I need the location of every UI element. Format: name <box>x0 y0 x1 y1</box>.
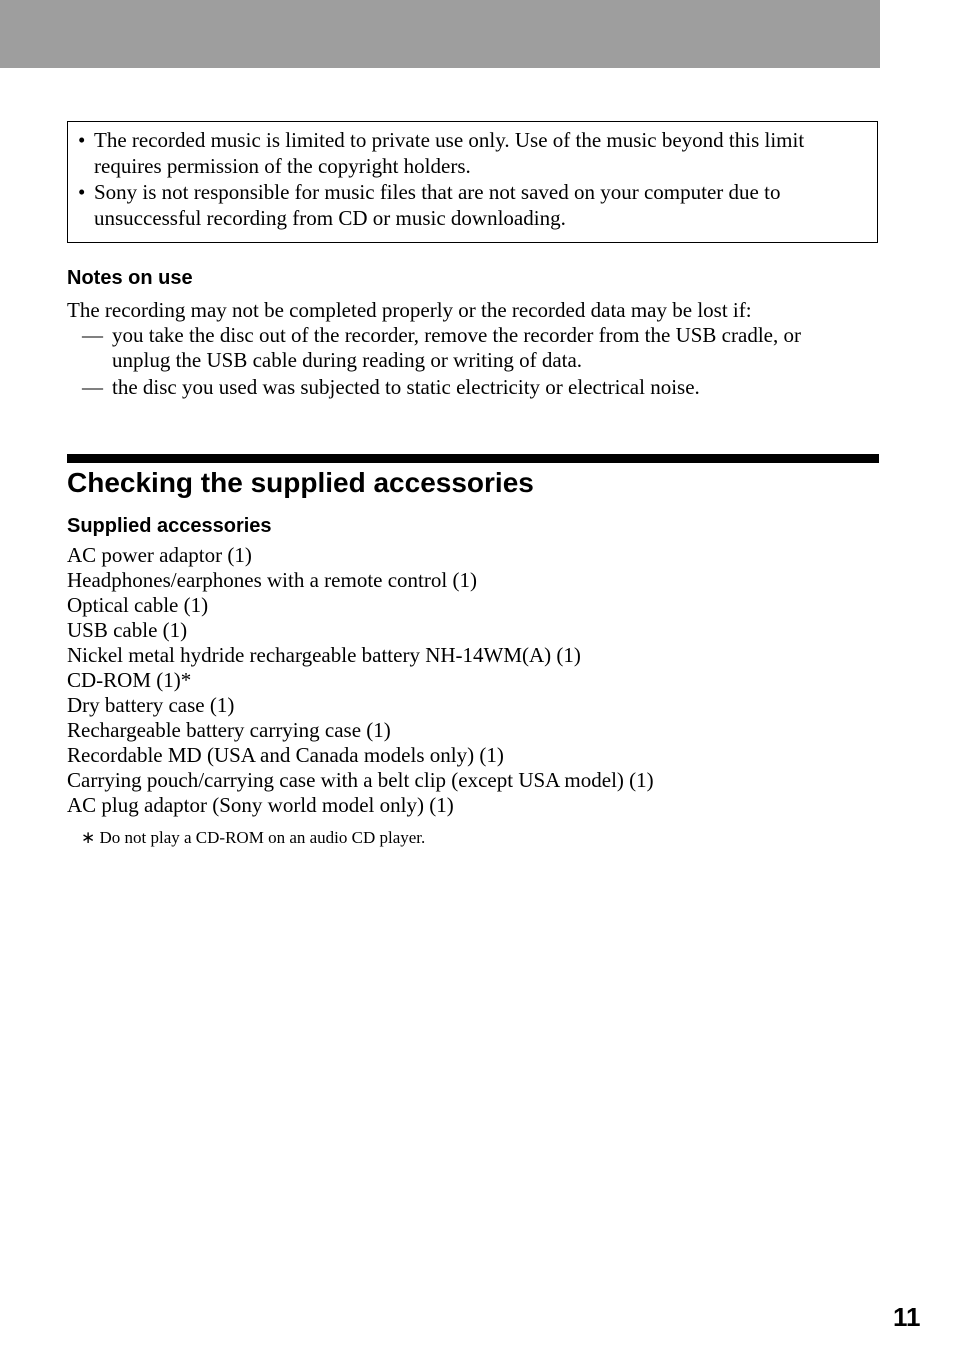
notice-item <box>78 180 865 231</box>
list-item: CD-ROM (1)* <box>67 668 192 692</box>
notes-item-text: you take the disc out of the recorder, remove the recorder from the USB cradle, or unplug the USB cable during reading or writing of data. <box>112 323 801 372</box>
list-item: Optical cable (1) <box>67 593 209 617</box>
page-number: 11 <box>893 1302 921 1332</box>
list-item: Headphones/earphones with a remote control (1) <box>67 568 477 592</box>
notice-text: The recorded music is limited to private use only. Use of the music beyond this limit requires permission of the copyright holders. <box>94 128 805 178</box>
list-item: AC plug adaptor (Sony world model only) (1) <box>67 793 454 817</box>
footnote: ∗ Do not play a CD-ROM on an audio CD player. <box>81 828 426 847</box>
dash: — <box>82 323 103 347</box>
notice-box <box>67 121 878 243</box>
supplied-accessories-heading: Supplied accessories <box>67 515 272 537</box>
dash: — <box>82 375 103 399</box>
notes-intro: The recording may not be completed properly or the recorded data may be lost if: <box>67 298 752 322</box>
list-item: Recordable MD (USA and Canada models only) (1) <box>67 743 504 767</box>
list-item: AC power adaptor (1) <box>67 543 252 567</box>
list-item: USB cable (1) <box>67 618 188 642</box>
notes-item-text: the disc you used was subjected to static electricity or electrical noise. <box>112 375 700 399</box>
notes-on-use-heading: Notes on use <box>67 267 193 289</box>
notes-item <box>82 375 862 400</box>
header-band <box>0 0 880 68</box>
list-item: Nickel metal hydride rechargeable battery NH-14WM(A) (1) <box>67 643 581 667</box>
notice-text: Sony is not responsible for music files that are not saved on your computer due to unsuccessful recording from CD or music downloading. <box>94 180 781 230</box>
accessories-list <box>67 543 654 818</box>
notes-item <box>82 323 862 373</box>
bullet: • <box>78 128 86 152</box>
notice-item <box>78 128 865 179</box>
section-rule <box>67 454 879 463</box>
section-title: Checking the supplied accessories <box>67 467 534 498</box>
list-item: Rechargeable battery carrying case (1) <box>67 718 391 742</box>
list-item: Carrying pouch/carrying case with a belt clip (except USA model) (1) <box>67 768 654 792</box>
bullet: • <box>78 180 86 204</box>
list-item: Dry battery case (1) <box>67 693 235 717</box>
